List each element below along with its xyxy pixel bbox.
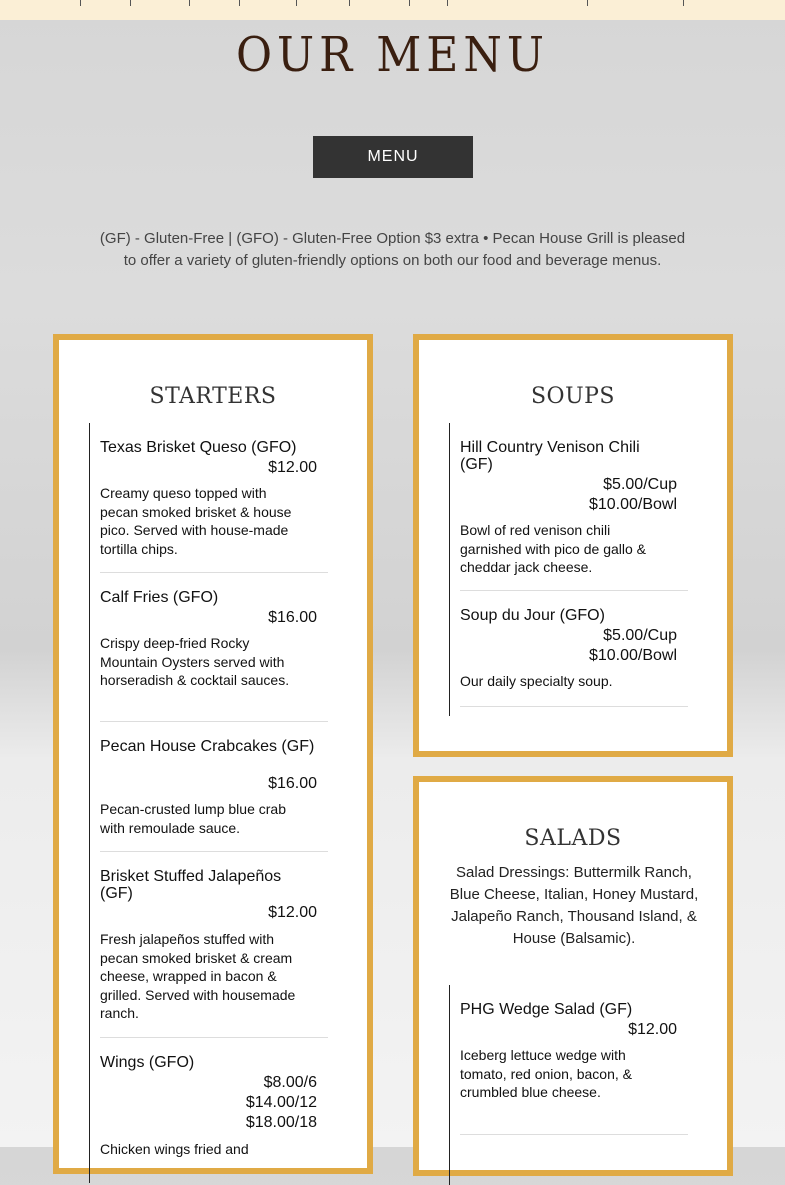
- item-name: Soup du Jour (GFO): [460, 607, 605, 624]
- nav-divider: [239, 0, 240, 6]
- item-price: $5.00/Cup: [603, 627, 677, 644]
- item-name: Texas Brisket Queso (GFO): [100, 439, 297, 456]
- item-divider: [100, 572, 328, 573]
- salads-heading: SALADS: [524, 826, 622, 851]
- nav-divider: [447, 0, 448, 6]
- item-divider: [100, 721, 328, 722]
- nav-divider: [80, 0, 81, 6]
- item-description: Crispy deep-fried Rocky Mountain Oysters served with horseradish & cocktail sauces.: [100, 635, 290, 688]
- starters-list: [89, 423, 317, 1183]
- nav-divider: [296, 0, 297, 6]
- item-price: $8.00/6: [263, 1074, 317, 1091]
- item-price: $12.00: [268, 904, 317, 921]
- item-divider: [460, 1134, 688, 1135]
- item-divider: [460, 590, 688, 591]
- page-title: OUR MENU: [235, 27, 550, 84]
- item-name: Pecan House Crabcakes (GF): [100, 738, 315, 755]
- item-description: Bowl of red venison chili garnished with pico de gallo & cheddar jack cheese.: [460, 522, 647, 575]
- item-price: $5.00/Cup: [603, 476, 677, 493]
- item-description: Our daily specialty soup.: [460, 673, 613, 689]
- item-description: Fresh jalapeños stuffed with pecan smoked brisket & cream cheese, wrapped in bacon & grilled. Served with housemade ranch.: [100, 931, 296, 1021]
- item-price: $12.00: [628, 1021, 677, 1038]
- starters-heading: STARTERS: [149, 384, 277, 409]
- item-description: Pecan-crusted lump blue crab with remoulade sauce.: [100, 801, 286, 836]
- item-divider: [100, 851, 328, 852]
- item-description: Chicken wings fried and: [100, 1141, 249, 1157]
- top-nav-bar: [0, 0, 785, 20]
- item-description: Iceberg lettuce wedge with tomato, red onion, bacon, & crumbled blue cheese.: [460, 1047, 632, 1100]
- item-price: $16.00: [268, 775, 317, 792]
- item-name: PHG Wedge Salad (GF): [460, 1001, 633, 1018]
- item-name: Calf Fries (GFO): [100, 589, 219, 606]
- salads-card: [413, 776, 733, 1176]
- soups-list: [449, 423, 677, 716]
- soups-heading: SOUPS: [530, 384, 616, 409]
- gluten-free-intro: (GF) - Gluten-Free | (GFO) - Gluten-Free Option $3 extra • Pecan House Grill is pleased to offer a variety of gluten-friendly options on both our food and beverage menus.: [99, 230, 686, 269]
- soups-card: [413, 334, 733, 757]
- nav-divider: [683, 0, 684, 6]
- item-price: $18.00/18: [245, 1114, 317, 1131]
- item-divider: [100, 1037, 328, 1038]
- item-price: $10.00/Bowl: [588, 496, 677, 513]
- item-price: $10.00/Bowl: [588, 647, 677, 664]
- item-name: Hill Country Venison Chili (GF): [460, 439, 640, 473]
- salads-list: [449, 985, 677, 1185]
- item-divider: [460, 706, 688, 707]
- salad-dressings-note: Salad Dressings: Buttermilk Ranch, Blue Cheese, Italian, Honey Mustard, Jalapeño Ranch, Thousand Island, & House (Balsamic).: [449, 864, 699, 947]
- item-price: $14.00/12: [245, 1094, 317, 1111]
- item-name: Wings (GFO): [100, 1054, 195, 1071]
- nav-divider: [130, 0, 131, 6]
- item-description: Creamy queso topped with pecan smoked brisket & house pico. Served with house-made tortilla chips.: [100, 485, 292, 557]
- nav-divider: [587, 0, 588, 6]
- item-price: $12.00: [268, 459, 317, 476]
- menu-button[interactable]: MENU: [313, 136, 473, 178]
- starters-card: [53, 334, 373, 1174]
- nav-divider: [409, 0, 410, 6]
- item-name: Brisket Stuffed Jalapeños (GF): [100, 868, 282, 902]
- nav-divider: [349, 0, 350, 6]
- nav-divider: [189, 0, 190, 6]
- item-price: $16.00: [268, 609, 317, 626]
